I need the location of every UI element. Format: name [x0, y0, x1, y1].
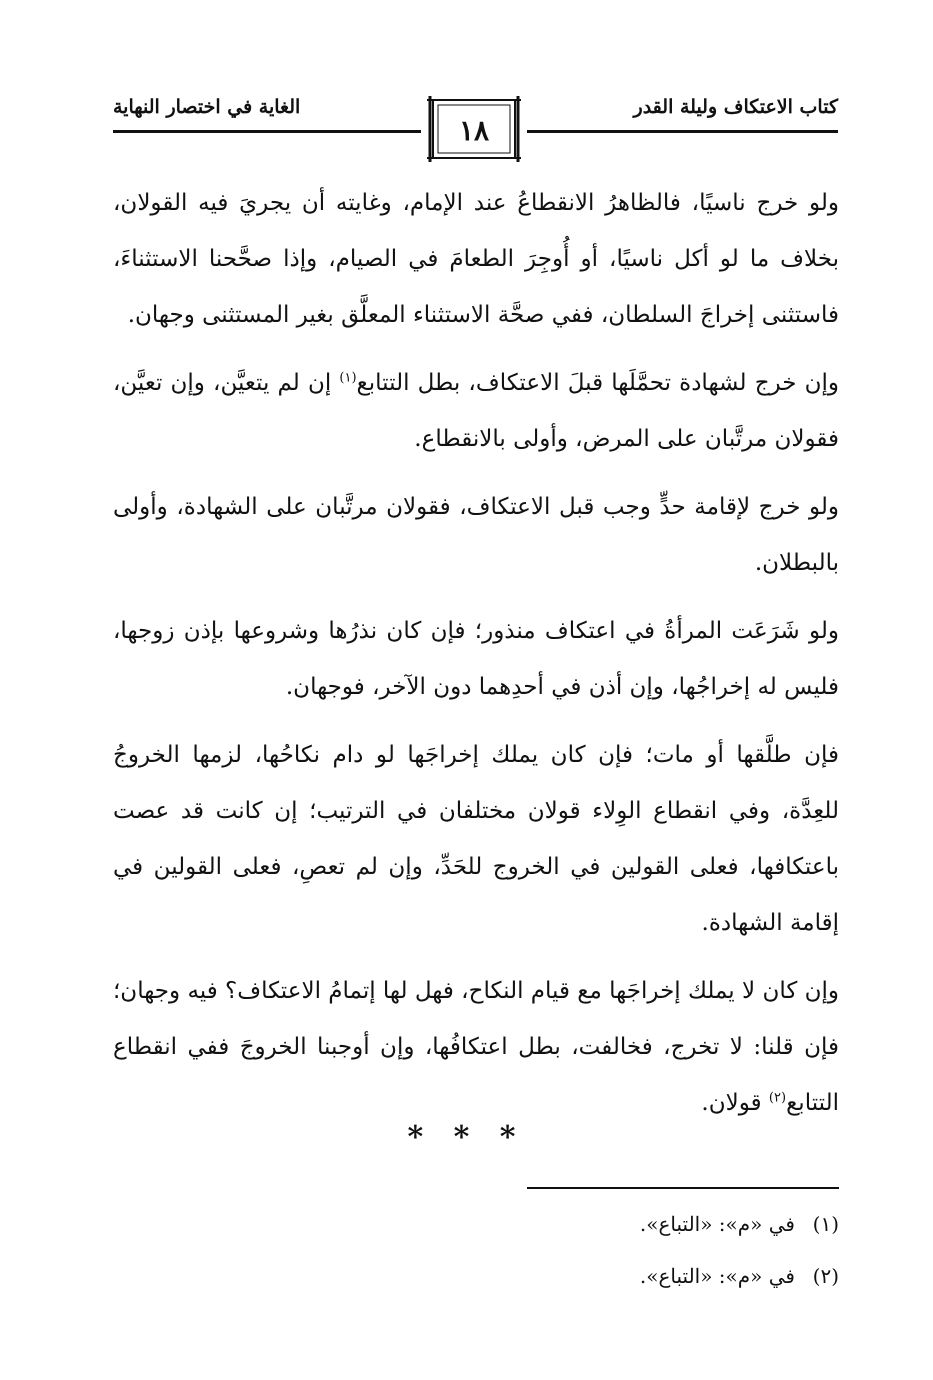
- page-number: ١٨: [458, 114, 490, 147]
- paragraph: [113, 479, 839, 591]
- footnote-number: (١): [812, 1212, 839, 1236]
- page-header: [113, 88, 838, 168]
- paragraph-text: ولو خرج ناسيًا، فالظاهرُ الانقطاعُ عند الإمام، وغايته أن يجريَ فيه القولان، بخلاف ما لو أكل ناسيًا، أو أُوجِرَ الطعامَ في الصيام، وإذا صحَّحنا الاستثناءَ، فاستثنى إخراجَ السلطان، ففي صحَّة الاستثناء المعلَّق بغير المستثنى وجهان.: [113, 190, 839, 328]
- paragraph-text: ولو خرج لإقامة حدٍّ وجب قبل الاعتكاف، فقولان مرتَّبان على الشهادة، وأولى بالبطلان.: [113, 494, 839, 576]
- page-number-frame: [427, 96, 521, 162]
- footnote-marker: (٢): [768, 1090, 787, 1106]
- footnote-number: (٢): [812, 1264, 839, 1288]
- section-separator: * * *: [407, 1120, 526, 1155]
- book-title: الغاية في اختصار النهاية: [113, 96, 301, 118]
- footnote-text: في «م»: «التباع».: [639, 1212, 795, 1236]
- paragraph: [113, 603, 839, 715]
- footnote-rule: [527, 1187, 839, 1189]
- footnote-marker: (١): [339, 370, 357, 386]
- paragraph: [113, 355, 839, 467]
- paragraph-text: قولان.: [701, 1090, 769, 1116]
- footnote: [527, 1198, 839, 1250]
- footnotes: [527, 1198, 839, 1302]
- header-rule-left: [113, 130, 421, 133]
- main-text: [113, 175, 839, 1143]
- paragraph-text: ولو شَرَعَت المرأةُ في اعتكاف منذور؛ فإن كان نذرُها وشروعها بإذن زوجها، فليس له إخراجُها، وإن أذن في أحدِهما دون الآخر، فوجهان.: [113, 618, 839, 700]
- header-rule-right: [527, 130, 838, 133]
- paragraph-text: إن لم يتعيَّن، وإن تعيَّن، فقولان مرتَّبان على المرض، وأولى بالانقطاع.: [113, 370, 839, 452]
- paragraph-text: وإن خرج لشهادة تحمَّلَها قبلَ الاعتكاف، بطل التتابع: [356, 370, 839, 396]
- paragraph: [113, 727, 839, 951]
- paragraph-text: وإن كان لا يملك إخراجَها مع قيام النكاح، فهل لها إتمامُ الاعتكاف؟ فيه وجهان؛ فإن قلنا: لا تخرج، فخالفت، بطل اعتكافُها، وإن أوجبنا الخروجَ ففي انقطاع التتابع: [113, 978, 839, 1116]
- paragraph: [113, 963, 839, 1131]
- paragraph-text: فإن طلَّقها أو مات؛ فإن كان يملك إخراجَها لو دام نكاحُها، لزمها الخروجُ للعِدَّة، وفي انقطاع الوِلاء قولان مختلفان في الترتيب؛ إن كانت قد عصت باعتكافها، فعلى القولين في الخروج للحَدِّ، وإن لم تعصِ، فعلى القولين في إقامة الشهادة.: [113, 742, 839, 936]
- footnote-text: في «م»: «التباع».: [639, 1264, 795, 1288]
- chapter-title: كتاب الاعتكاف وليلة القدر: [633, 96, 838, 118]
- footnote: [527, 1250, 839, 1302]
- paragraph: [113, 175, 839, 343]
